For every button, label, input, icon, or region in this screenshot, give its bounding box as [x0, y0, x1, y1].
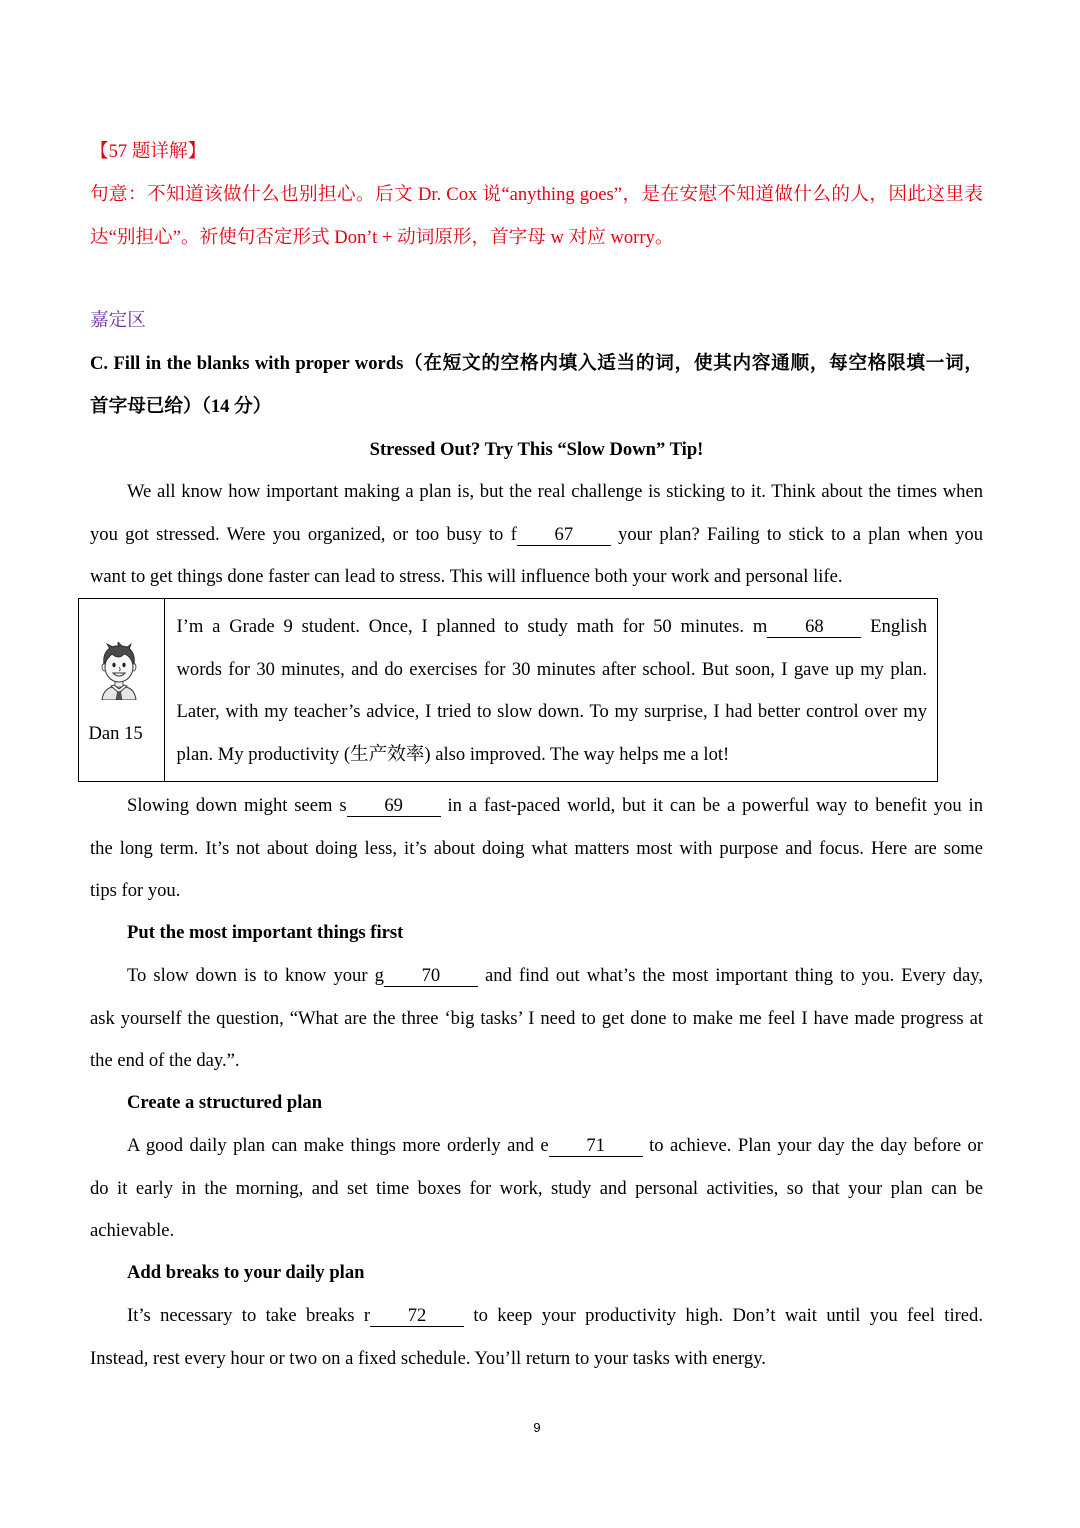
page-number: 9	[533, 1420, 541, 1435]
line-text: English	[861, 616, 928, 638]
explanation-text	[90, 174, 983, 259]
quote-line: plan. My productivity (生产效率) also improved. The way helps me a lot!	[176, 743, 730, 765]
explanation-line: 句意：不知道该做什么也别担心。后文 Dr. Cox 说“anything goes”，是在安慰不知道做什么的人，因此这里表	[90, 184, 983, 205]
cartoon-boy-icon	[94, 642, 144, 700]
passage-title: Stressed Out? Try This “Slow Down” Tip!	[369, 439, 704, 460]
subheading-breaks: Add breaks to your daily plan	[127, 1262, 365, 1283]
line-text: It’s necessary to take breaks r	[127, 1305, 371, 1326]
explanation-line: 达“别担心”。祈使句否定形式 Don’t + 动词原形，首字母 w 对应 worry。	[90, 226, 674, 248]
blank-69: 69	[347, 796, 441, 817]
quote-line: Later, with my teacher’s advice, I tried to slow down. To my surprise, I had better control over my	[176, 701, 927, 723]
blank-67: 67	[517, 525, 611, 546]
subheading-structured-plan-block	[90, 1082, 983, 1125]
passage-title-block	[90, 429, 983, 472]
student-quote-cell	[165, 599, 937, 781]
line-text: to achieve. Plan your day the day before or	[642, 1135, 983, 1156]
intro-paragraph	[90, 471, 983, 599]
district-block	[90, 300, 983, 343]
student-profile-cell	[79, 599, 165, 781]
line-text: your plan? Failing to stick to a plan when you	[610, 523, 983, 545]
quote-line: words for 30 minutes, and do exercises for 30 minutes after school. But soon, I gave up my plan.	[176, 658, 927, 680]
line-text: I’m a Grade 9 student. Once, I planned to study math for 50 minutes. m	[176, 616, 768, 638]
paragraph-line: We all know how important making a plan is, but the real challenge is sticking to it. Think about the times when	[127, 481, 983, 502]
tip3-paragraph	[90, 1295, 983, 1380]
tip1-paragraph	[90, 955, 983, 1083]
explanation-heading: 【57 题详解】	[90, 141, 207, 162]
blank-70: 70	[384, 966, 478, 987]
subheading-breaks-block	[90, 1252, 983, 1295]
instructions-line: 首字母已给）（14 分）	[90, 395, 272, 417]
section-instructions	[90, 343, 983, 428]
instructions-line: C. Fill in the blanks with proper words（在短文的空格内填入适当的词，使其内容通顺，每空格限填一词，	[90, 353, 983, 374]
line-text: Slowing down might seem s	[127, 795, 347, 816]
student-caption: Dan 15	[88, 722, 143, 744]
paragraph-line: Instead, rest every hour or two on a fixed schedule. You’ll return to your tasks with energy.	[90, 1347, 766, 1369]
blank-68: 68	[767, 617, 861, 638]
line-text: in a fast-paced world, but it can be a powerful way to benefit you in	[440, 795, 983, 816]
paragraph-line	[90, 514, 983, 557]
paragraph-line: want to get things done faster can lead to stress. This will influence both your work and personal life.	[90, 566, 843, 587]
paragraph-line	[90, 1295, 983, 1338]
student-quote-box	[78, 598, 938, 782]
tip2-paragraph	[90, 1125, 983, 1253]
district-label: 嘉定区	[90, 310, 146, 331]
blank-71: 71	[549, 1136, 643, 1157]
paragraph-line	[90, 955, 983, 998]
quote-line	[177, 606, 928, 649]
paragraph-line: do it early in the morning, and set time boxes for work, study and personal activities, so that your plan can be	[90, 1177, 983, 1199]
line-text: you got stressed. Were you organized, or too busy to f	[90, 523, 517, 545]
paragraph-line: the long term. It’s not about doing less, it’s about doing what matters most with purpose and focus. Here are some	[90, 837, 983, 859]
line-text: To slow down is to know your g	[127, 965, 384, 986]
line-text: to keep your productivity high. Don’t wait until you feel tired.	[464, 1305, 984, 1326]
subheading-priorities-block	[90, 912, 983, 955]
blank-72: 72	[370, 1306, 464, 1327]
paragraph-line: tips for you.	[90, 880, 181, 901]
line-text: A good daily plan can make things more orderly and e	[127, 1135, 549, 1156]
paragraph-line	[90, 785, 983, 828]
paragraph-line: ask yourself the question, “What are the three ‘big tasks’ I need to get done to make me feel I have made progress at	[90, 1007, 983, 1029]
explanation-heading-block	[90, 131, 983, 174]
slowing-down-paragraph	[90, 785, 983, 913]
subheading-structured-plan: Create a structured plan	[127, 1092, 323, 1113]
paragraph-line: achievable.	[90, 1220, 175, 1241]
paragraph-line	[90, 1125, 983, 1168]
subheading-priorities: Put the most important things first	[127, 922, 404, 943]
paragraph-line: the end of the day.”.	[90, 1050, 240, 1071]
line-text: and find out what’s the most important thing to you. Every day,	[477, 965, 984, 986]
